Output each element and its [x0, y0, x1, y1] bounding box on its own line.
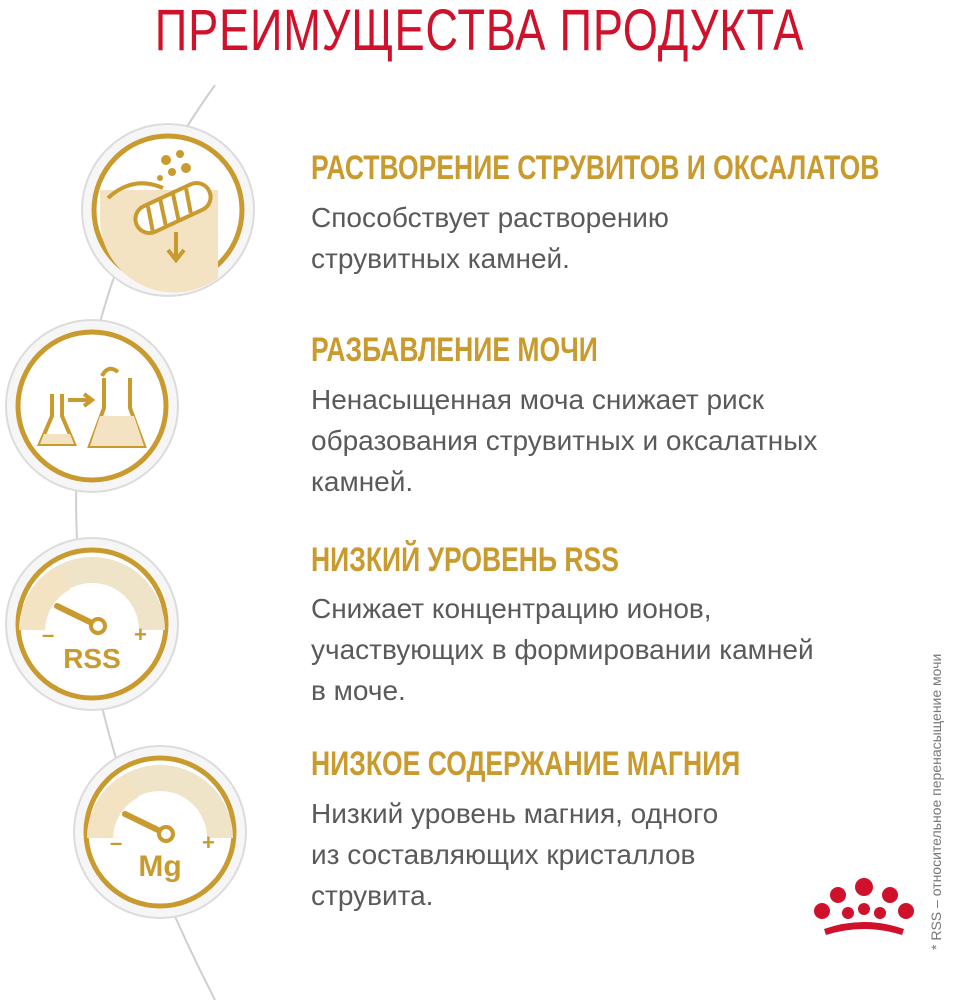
- rss-icon-label: RSS: [63, 643, 121, 674]
- rss-gauge-icon: [2, 534, 182, 714]
- rss-footnote: * RSS – относительное перенасыщение мочи: [928, 653, 944, 950]
- crystal-dissolve-icon: [78, 120, 258, 300]
- benefit-heading-4: НИЗКОЕ СОДЕРЖАНИЕ МАГНИЯ: [311, 745, 741, 783]
- page-title: ПРЕИМУЩЕСТВА ПРОДУКТА: [154, 0, 805, 63]
- royal-canin-crown-logo: [810, 877, 918, 939]
- gauge-plus: +: [134, 622, 147, 647]
- mg-icon-label: Mg: [138, 850, 182, 883]
- benefit-text-4: Низкий уровень магния, одного из составляющих кристаллов струвита.: [311, 798, 719, 911]
- gauge-plus: +: [202, 830, 215, 855]
- mg-gauge-icon: [70, 742, 250, 922]
- benefit-text-3: Снижает концентрацию ионов, участвующих в формировании камней в моче.: [311, 593, 814, 706]
- flasks-icon: [2, 316, 182, 496]
- benefit-heading-1: РАСТВОРЕНИЕ СТРУВИТОВ И ОКСАЛАТОВ: [311, 149, 880, 187]
- gauge-minus: –: [110, 830, 123, 855]
- benefit-heading-3: НИЗКИЙ УРОВЕНЬ RSS: [311, 541, 619, 579]
- benefit-text-1: Способствует растворению струвитных камней.: [311, 202, 669, 274]
- benefit-heading-2: РАЗБАВЛЕНИЕ МОЧИ: [311, 331, 598, 369]
- gauge-minus: –: [42, 622, 55, 647]
- benefit-text-2: Ненасыщенная моча снижает риск образования струвитных и оксалатных камней.: [311, 384, 818, 497]
